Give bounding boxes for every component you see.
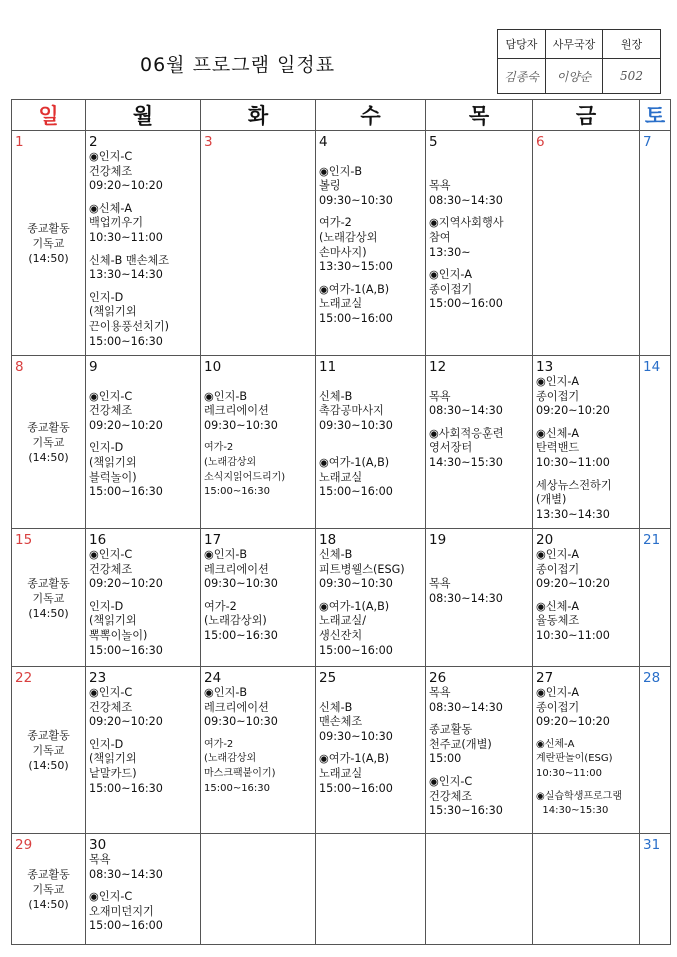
program-entry: ◉인지-A 종이접기 09:20~10:20	[536, 375, 610, 418]
day-cell	[86, 834, 201, 945]
program-entry: ◉인지-B 레크리에이션 09:30~10:30	[204, 548, 278, 591]
sunday-event: 종교활동 기독교 (14:50)	[27, 868, 70, 911]
program-entry: 목욕 08:30~14:30	[89, 853, 163, 881]
weekday-sat: 토	[640, 100, 671, 131]
program-entry: ◉인지-B 레크리에이션 09:30~10:30	[204, 686, 278, 729]
approval-header: 사무국장	[546, 30, 603, 59]
weekday-mon: 월	[86, 100, 201, 131]
day-number: 18	[319, 532, 337, 548]
day-cell	[640, 529, 671, 667]
day-cell	[12, 834, 86, 945]
weekday-fri: 금	[533, 100, 640, 131]
day-cell	[533, 834, 640, 945]
program-entry: 신체-B 촉감공마사지 09:30~10:30	[319, 389, 393, 432]
program-entry: ◉인지-C 건강체조 09:20~10:20	[89, 150, 163, 193]
day-number: 22	[15, 670, 33, 686]
program-entry: 여가-2 (노래감상외 소식지읽어드리기) 15:00~16:30	[204, 442, 286, 498]
day-cell	[426, 667, 533, 834]
day-number: 21	[643, 532, 661, 548]
program-entry: ◉여가-1(A,B) 노래교실/ 생신잔치 15:00~16:00	[319, 599, 393, 657]
program-entry: 여가-2 (노래감상외 마스크팩붙이기) 15:00~16:30	[204, 738, 276, 794]
week-row	[12, 834, 671, 945]
day-number: 13	[536, 359, 554, 375]
day-number: 28	[643, 670, 661, 686]
program-entry: ◉인지-C 건강체조 09:20~10:20	[89, 389, 163, 432]
program-entry: ◉신체-A 계란판놀이(ESG) 10:30~11:00	[536, 738, 613, 779]
program-entry: 목욕 08:30~14:30	[429, 179, 503, 207]
approval-header: 원장	[603, 30, 661, 59]
day-cell	[426, 131, 533, 356]
day-cell	[86, 529, 201, 667]
day-number: 6	[536, 134, 545, 150]
day-cell	[316, 834, 426, 945]
day-number: 3	[204, 134, 213, 150]
program-entry: 종교활동 천주교(개별) 15:00	[429, 723, 492, 766]
program-entry: ◉인지-C 건강체조 09:20~10:20	[89, 686, 163, 729]
day-number	[201, 834, 315, 837]
program-entry: ◉인지-B 볼링 09:30~10:30	[319, 164, 393, 207]
day-cell	[640, 131, 671, 356]
signature: 이양순	[546, 59, 603, 94]
day-number: 19	[429, 532, 447, 548]
weekday-tue: 화	[201, 100, 316, 131]
day-number: 29	[15, 837, 33, 853]
sunday-event: 종교활동 기독교 (14:50)	[27, 729, 70, 772]
approval-header: 담당자	[498, 30, 546, 59]
day-cell	[640, 356, 671, 529]
day-number: 8	[15, 359, 24, 375]
day-number: 14	[643, 359, 661, 375]
day-number: 25	[319, 670, 337, 686]
week-row	[12, 131, 671, 356]
day-cell	[316, 667, 426, 834]
day-cell	[426, 529, 533, 667]
day-cell	[533, 529, 640, 667]
program-entry: 목욕 08:30~14:30	[429, 577, 503, 605]
week-row	[12, 356, 671, 529]
program-entry: ◉여가-1(A,B) 노래교실 15:00~16:00	[319, 455, 393, 499]
day-cell	[12, 529, 86, 667]
day-number: 12	[429, 359, 447, 375]
day-cell	[86, 356, 201, 529]
day-cell	[640, 667, 671, 834]
program-entry: ◉인지-B 레크리에이션 09:30~10:30	[204, 389, 278, 432]
program-entry: ◉지역사회행사 참여 13:30~	[429, 216, 504, 259]
weekday-thu: 목	[426, 100, 533, 131]
week-row	[12, 529, 671, 667]
day-number: 24	[204, 670, 222, 686]
program-entry: 목욕 08:30~14:30	[429, 389, 503, 418]
day-number: 31	[643, 837, 661, 853]
day-cell	[316, 356, 426, 529]
day-number: 11	[319, 359, 337, 375]
day-number: 7	[643, 134, 652, 150]
program-entry: 인지-D (책읽기외 뽁뽁이놀이) 15:00~16:30	[89, 599, 163, 657]
weekday-header-row	[12, 100, 671, 131]
week-row	[12, 667, 671, 834]
program-entry: ◉여가-1(A,B) 노래교실 15:00~16:00	[319, 282, 393, 325]
approval-box	[497, 29, 661, 94]
program-entry: 목욕 08:30~14:30	[429, 686, 503, 714]
program-entry: ◉신체-A 탄력밴드 10:30~11:00	[536, 426, 610, 469]
program-entry: ◉여가-1(A,B) 노래교실 15:00~16:00	[319, 752, 393, 795]
day-number: 1	[15, 134, 24, 150]
day-number: 16	[89, 532, 107, 548]
day-cell	[426, 356, 533, 529]
program-entry: 여가-2 (노래감상외) 15:00~16:30	[204, 599, 278, 642]
day-cell	[201, 667, 316, 834]
day-cell	[201, 529, 316, 667]
day-cell	[201, 131, 316, 356]
day-cell	[201, 356, 316, 529]
weekday-wed: 수	[316, 100, 426, 131]
day-cell	[12, 356, 86, 529]
day-number: 9	[89, 359, 98, 375]
day-cell	[12, 131, 86, 356]
day-cell	[533, 131, 640, 356]
day-number: 2	[89, 134, 98, 150]
sunday-event: 종교활동 기독교 (14:50)	[27, 421, 70, 464]
day-number: 23	[89, 670, 107, 686]
program-entry: ◉인지-C 건강체조 09:20~10:20	[89, 548, 163, 591]
program-entry: 인지-D (책읽기외 낱말카드) 15:00~16:30	[89, 737, 163, 795]
day-cell	[316, 529, 426, 667]
program-entry: ◉인지-C 오재미던지기 15:00~16:00	[89, 890, 163, 933]
program-entry: ◉인지-A 종이접기 15:00~16:00	[429, 268, 503, 311]
program-entry: 신체-B 맨손체조 09:30~10:30	[319, 700, 393, 743]
weekday-sun: 일	[12, 100, 86, 131]
day-cell	[12, 667, 86, 834]
day-number	[533, 834, 639, 837]
signature: 김종숙	[498, 59, 546, 94]
day-cell	[316, 131, 426, 356]
program-entry: 신체-B 피트병웰스(ESG) 09:30~10:30	[319, 548, 405, 591]
program-entry: 인지-D (책읽기외 끈이용풍선치기) 15:00~16:30	[89, 290, 170, 348]
day-cell	[201, 834, 316, 945]
day-number: 5	[429, 134, 438, 150]
program-entry: 신체-B 맨손체조 13:30~14:30	[89, 253, 170, 282]
program-entry: ◉신체-A 백업끼우기 10:30~11:00	[89, 201, 163, 244]
day-number	[426, 834, 532, 837]
day-number: 20	[536, 532, 554, 548]
calendar-table	[11, 99, 671, 945]
day-number: 26	[429, 670, 447, 686]
program-entry: 세상뉴스전하기 (개별) 13:30~14:30	[536, 478, 612, 521]
day-cell	[533, 667, 640, 834]
day-number: 10	[204, 359, 222, 375]
day-number: 17	[204, 532, 222, 548]
page-title: 06월 프로그램 일정표	[140, 54, 336, 76]
sunday-event: 종교활동 기독교 (14:50)	[27, 577, 70, 620]
day-cell	[640, 834, 671, 945]
program-entry: ◉인지-A 종이접기 09:20~10:20	[536, 686, 610, 729]
day-cell	[86, 667, 201, 834]
day-cell	[426, 834, 533, 945]
program-entry: ◉인지-A 종이접기 09:20~10:20	[536, 548, 610, 591]
program-entry: ◉사회적응훈련 영서장터 14:30~15:30	[429, 426, 504, 469]
program-entry: ◉인지-C 건강체조 15:30~16:30	[429, 774, 503, 818]
program-entry: 여가-2 (노래감상외 손마사지) 13:30~15:00	[319, 216, 393, 274]
day-number	[316, 834, 425, 837]
day-number: 4	[319, 134, 328, 150]
day-number: 30	[89, 837, 107, 853]
day-cell	[533, 356, 640, 529]
day-number: 27	[536, 670, 554, 686]
day-cell	[86, 131, 201, 356]
signature: 502	[603, 59, 661, 94]
day-number: 15	[15, 532, 33, 548]
program-entry: ◉신체-A 율동체조 10:30~11:00	[536, 599, 610, 642]
sunday-event: 종교활동 기독교 (14:50)	[27, 222, 70, 265]
program-entry: ◉실습학생프로그램 14:30~15:30	[536, 790, 623, 817]
program-entry: 인지-D (책읽기외 블럭놀이) 15:00~16:30	[89, 441, 163, 499]
